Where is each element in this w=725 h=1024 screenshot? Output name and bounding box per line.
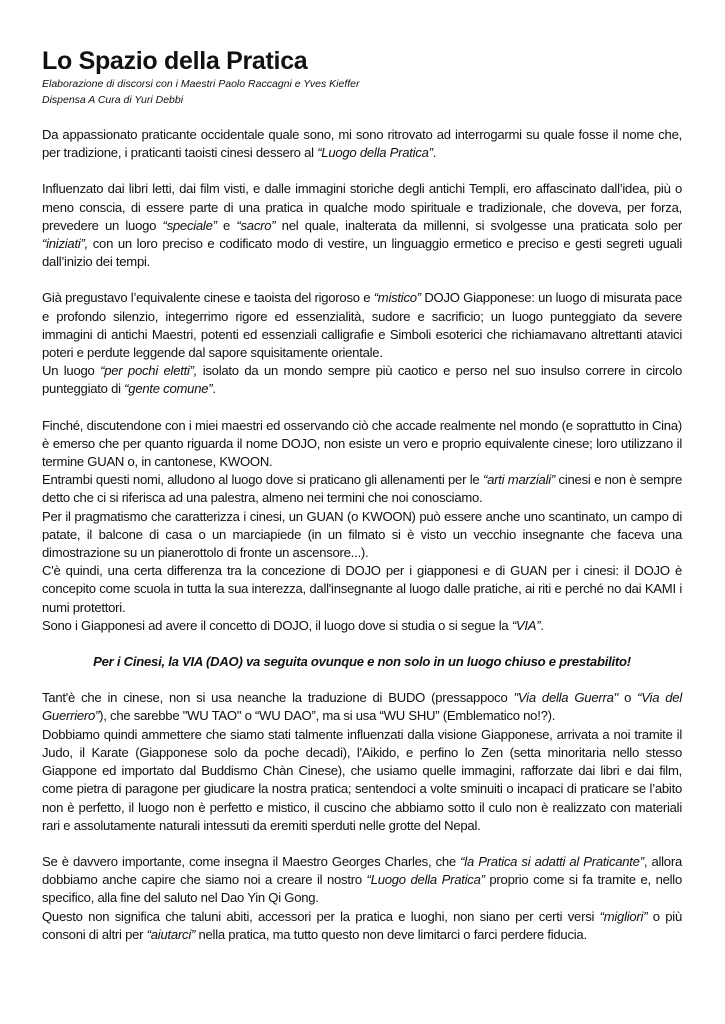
italic-quote: “migliori”	[599, 908, 648, 924]
italic-quote: “la Pratica si adatti al Praticante”	[460, 853, 644, 869]
text-run: Tant'è che in cinese, non si usa neanche la traduzione di BUDO (pressappoco	[42, 690, 514, 706]
paragraph	[42, 562, 682, 617]
document-subtitle-editor: Dispensa A Cura di Yuri Debbi	[42, 94, 184, 106]
text-run: Sono i Giapponesi ad avere il concetto di DOJO, il luogo dove si studia o si segue la	[42, 617, 512, 633]
text-run: .	[212, 381, 216, 397]
paragraph	[42, 126, 682, 162]
paragraph-spacer	[42, 399, 682, 417]
italic-quote: “mistico”	[373, 290, 421, 306]
text-run: .	[432, 145, 437, 161]
text-run: Da appassionato praticante occidentale quale sono, mi sono ritrovato ad interrogarmi su quale fosse il nome che, per tradizione, i praticanti taoisti cinesi dessero al	[42, 127, 682, 161]
text-run: Finché, discutendone con i miei maestri ed osservando ciò che accade realmente nel mondo (e soprattutto in Cina) è emerso che per quanto riguarda il nome DOJO, non esiste un vero e proprio equivalente cinese; loro utilizzano il termine GUAN o, in cantonese, KWOON.	[42, 417, 682, 470]
text-run: con un loro preciso e codificato modo di vestire, un linguaggio ermetico e preciso e gesti segreti uguali dall’inizio dei tempi.	[42, 236, 682, 270]
paragraph	[42, 508, 682, 563]
document-title: Lo Spazio della Pratica	[42, 47, 308, 75]
text-run: .	[540, 617, 544, 633]
italic-quote: “aiutarci”	[146, 926, 196, 942]
paragraph	[42, 362, 682, 398]
paragraph	[42, 471, 682, 507]
text-run: , allora dobbiamo anche capire che siamo noi a creare il nostro	[42, 853, 682, 888]
text-run: Per i Cinesi, la VIA (DAO) va seguita ovunque e non solo in un luogo chiuso e prestabilito!	[93, 654, 631, 670]
italic-quote: “iniziati”,	[42, 236, 88, 252]
paragraph	[42, 417, 682, 472]
italic-quote: “sacro”	[236, 217, 276, 233]
text-run: o	[618, 690, 638, 706]
italic-quote: “speciale”	[162, 217, 217, 233]
text-run: Entrambi questi nomi, alludono al luogo dove si praticano gli allenamenti per le	[42, 472, 483, 488]
text-run: Un luogo	[42, 363, 101, 379]
italic-quote: “Luogo della Pratica”	[317, 145, 433, 161]
text-run: cinesi e non è sempre detto che ci si riferisca ad una palestra, almeno nei termini che noi conosciamo.	[42, 472, 682, 506]
text-run: nella pratica, ma tutto questo non deve limitarci o farci perdere fiducia.	[195, 926, 587, 942]
text-run: e	[216, 217, 237, 233]
text-run: Già pregustavo l’equivalente cinese e taoista del rigoroso e	[42, 290, 374, 306]
paragraph-spacer	[42, 271, 682, 289]
text-run: Per il pragmatismo che caratterizza i cinesi, un GUAN (o KWOON) può essere anche uno scantinato, un campo di patate, il balcone di casa o un marciapiede (in un filmato si è visto un vecchio insegnante che faceva una dimostrazione su un pianerottolo di fronte un ascensore...).	[42, 508, 682, 561]
text-run: DOJO Giapponese: un luogo di misurata pace e profondo silenzio, integerrimo rigore ed essenzialità, sudore e sacrificio; un luogo punteggiato da severe immagini di antichi Maestri, potenti ed essenziali calligrafie e Simboli esoterici che richiamavano altrettanti atavici poteri e perdute leggende dal sapore squisitamente orientale.	[42, 290, 683, 361]
italic-quote: “arti marziali”	[482, 472, 556, 488]
paragraph	[42, 289, 682, 362]
paragraph	[42, 853, 682, 908]
paragraph	[42, 617, 682, 635]
text-run: proprio come si fa tramite e, nello specifico, alla fine del saluto nel Dao Yin Qi Gong.	[42, 872, 683, 906]
document-page	[42, 46, 682, 944]
italic-quote: “Luogo della Pratica”	[366, 872, 485, 888]
paragraph-spacer	[42, 108, 682, 126]
paragraph-spacer	[42, 162, 682, 180]
italic-quote: “gente comune”	[124, 381, 213, 397]
paragraph-spacer	[42, 671, 682, 689]
paragraph	[42, 689, 682, 725]
text-run: Questo non significa che taluni abiti, accessori per la pratica e luoghi, non siano per certi versi	[42, 908, 600, 924]
text-run: Influenzato dai libri letti, dai film visti, e dalle immagini storiche degli antichi Templi, ero affascinato dall’idea, più o meno conscia, di essere parte di una pratica in qualche modo spirituale e tradizionale, che doveva, per forza, prevedere un luogo	[42, 181, 682, 233]
paragraph-spacer	[42, 835, 682, 853]
text-run: Se è davvero importante, come insegna il Maestro Georges Charles, che	[42, 853, 461, 869]
text-run: o più consoni di altri per	[42, 908, 682, 942]
italic-quote: “Via del Guerriero”	[42, 690, 682, 724]
paragraph	[42, 180, 682, 271]
highlight-statement	[42, 653, 682, 671]
document-body	[42, 108, 682, 944]
paragraph	[42, 726, 682, 835]
italic-quote: “per pochi eletti”,	[100, 363, 198, 379]
text-run: nel quale, inalterata da millenni, si svolgesse una praticata solo per	[275, 217, 682, 233]
italic-quote: “VIA”	[511, 617, 541, 633]
text-run: isolato da un mondo sempre più caotico e perso nel suo insulso correre in circolo punteggiato di	[42, 363, 682, 397]
text-run: Dobbiamo quindi ammettere che siamo stati talmente influenzati dalla visione Giapponese, arrivata a noi tramite il Judo, il Karate (Giapponese solo da poche decadi), l'Aikido, e perfino lo Zen (setta minoritaria nello stesso Giappone ed importato dal Buddismo Chàn Cinese), che usiamo quelle immagini, rafforzate dai libri e dai film, come pietra di paragone per giudicare la nostra pratica; sentendoci a volte sminuiti o incapaci di praticare se l’abito non è perfetto, il luogo non è perfetto e mistico, il cuscino che abbiamo sotto il culo non è realizzato con materiali rari e assolutamente naturali intessuti da eremiti sperduti nelle grotte del Nepal.	[42, 726, 682, 833]
document-subtitle-authors: Elaborazione di discorsi con i Maestri Paolo Raccagni e Yves Kieffer	[42, 78, 360, 90]
paragraph-spacer	[42, 635, 682, 653]
text-run: C'è quindi, una certa differenza tra la concezione di DOJO per i giapponesi e di GUAN per i cinesi: il DOJO è concepito come scuola in tutta la sua interezza, dall'insegnante al luogo dalle pratiche, ai riti e perché no dai KAMI i numi protettori.	[42, 563, 682, 615]
text-run: ), che sarebbe "WU TAO" o “WU DAO”, ma si usa “WU SHU” (Emblematico no!?).	[99, 708, 556, 724]
italic-quote: "Via della Guerra"	[513, 690, 619, 706]
paragraph	[42, 908, 682, 944]
